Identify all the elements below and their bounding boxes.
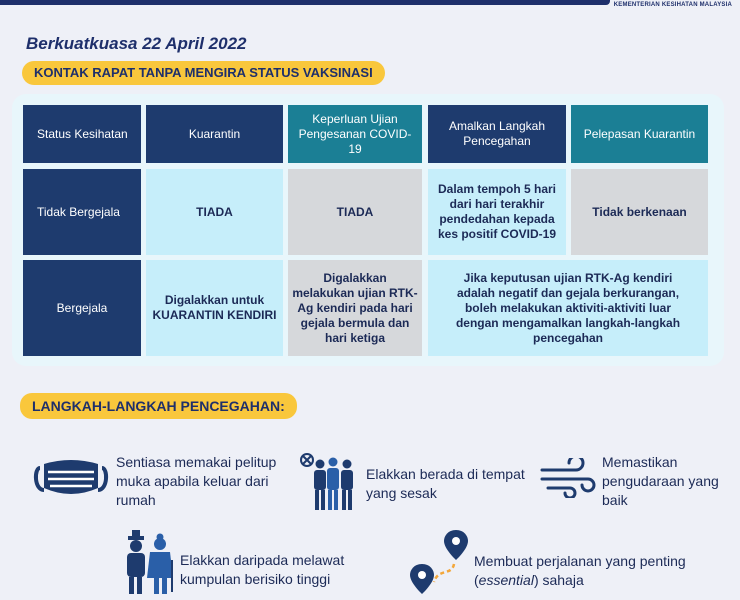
asymptomatic-release: Tidak berkenaan bbox=[571, 169, 708, 255]
crowd-icon bbox=[298, 450, 360, 514]
top-banner-bar bbox=[0, 0, 610, 5]
ministry-name: KEMENTERIAN KESIHATAN MALAYSIA bbox=[613, 2, 732, 8]
asymptomatic-testing: TIADA bbox=[288, 169, 422, 255]
header-prevention: Amalkan Langkah Pencegahan bbox=[428, 105, 566, 163]
quarantine-table bbox=[12, 94, 724, 366]
elderly-couple-icon bbox=[124, 530, 176, 596]
symptomatic-testing: Digalakkan melakukan ujian RTK-Ag kendiri pada hari gejala bermula dan hari ketiga bbox=[288, 260, 422, 356]
prevention-title: LANGKAH-LANGKAH PENCEGAHAN: bbox=[20, 393, 297, 419]
prevention-travel-text bbox=[474, 548, 688, 592]
prevention-risk-group-text: Elakkan daripada melawat kumpulan berisiko tinggi bbox=[180, 552, 345, 587]
header-status: Status Kesihatan bbox=[23, 105, 141, 163]
status-asymptomatic: Tidak Bergejala bbox=[23, 169, 141, 255]
prevention-mask-text: Sentiasa memakai pelitup muka apabila keluar dari rumah bbox=[116, 453, 277, 508]
prevention-ventilation-text: Memastikan pengudaraan yang baik bbox=[602, 453, 719, 508]
status-symptomatic: Bergejala bbox=[23, 260, 141, 356]
symptomatic-prevention-release: Jika keputusan ujian RTK-Ag kendiri adalah negatif dan gejala berkurangan, boleh melakukan aktiviti-aktiviti luar dengan mengamalkan langkah-langkah pencegahan bbox=[428, 260, 708, 356]
header-quarantine: Kuarantin bbox=[146, 105, 283, 163]
effective-date: Berkuatkuasa 22 April 2022 bbox=[26, 34, 247, 53]
wind-icon bbox=[540, 458, 598, 498]
contact-title: KONTAK RAPAT TANPA MENGIRA STATUS VAKSINASI bbox=[22, 61, 385, 85]
travel-text-emphasis: essential bbox=[478, 572, 534, 588]
asymptomatic-quarantine: TIADA bbox=[146, 169, 283, 255]
symptomatic-quarantine: Digalakkan untuk KUARANTIN KENDIRI bbox=[146, 260, 283, 356]
route-map-icon bbox=[408, 528, 470, 598]
travel-text-prefix: Membuat perjalanan yang penting ( bbox=[474, 553, 686, 588]
travel-text-suffix: ) sahaja bbox=[533, 572, 584, 588]
asymptomatic-prevention: Dalam tempoh 5 hari dari hari terakhir pendedahan kepada kes positif COVID-19 bbox=[428, 169, 566, 255]
header-testing: Keperluan Ujian Pengesanan COVID-19 bbox=[288, 105, 422, 163]
face-mask-icon bbox=[32, 454, 110, 502]
header-release: Pelepasan Kuarantin bbox=[571, 105, 708, 163]
prevention-crowd-text: Elakkan berada di tempat yang sesak bbox=[366, 466, 525, 501]
